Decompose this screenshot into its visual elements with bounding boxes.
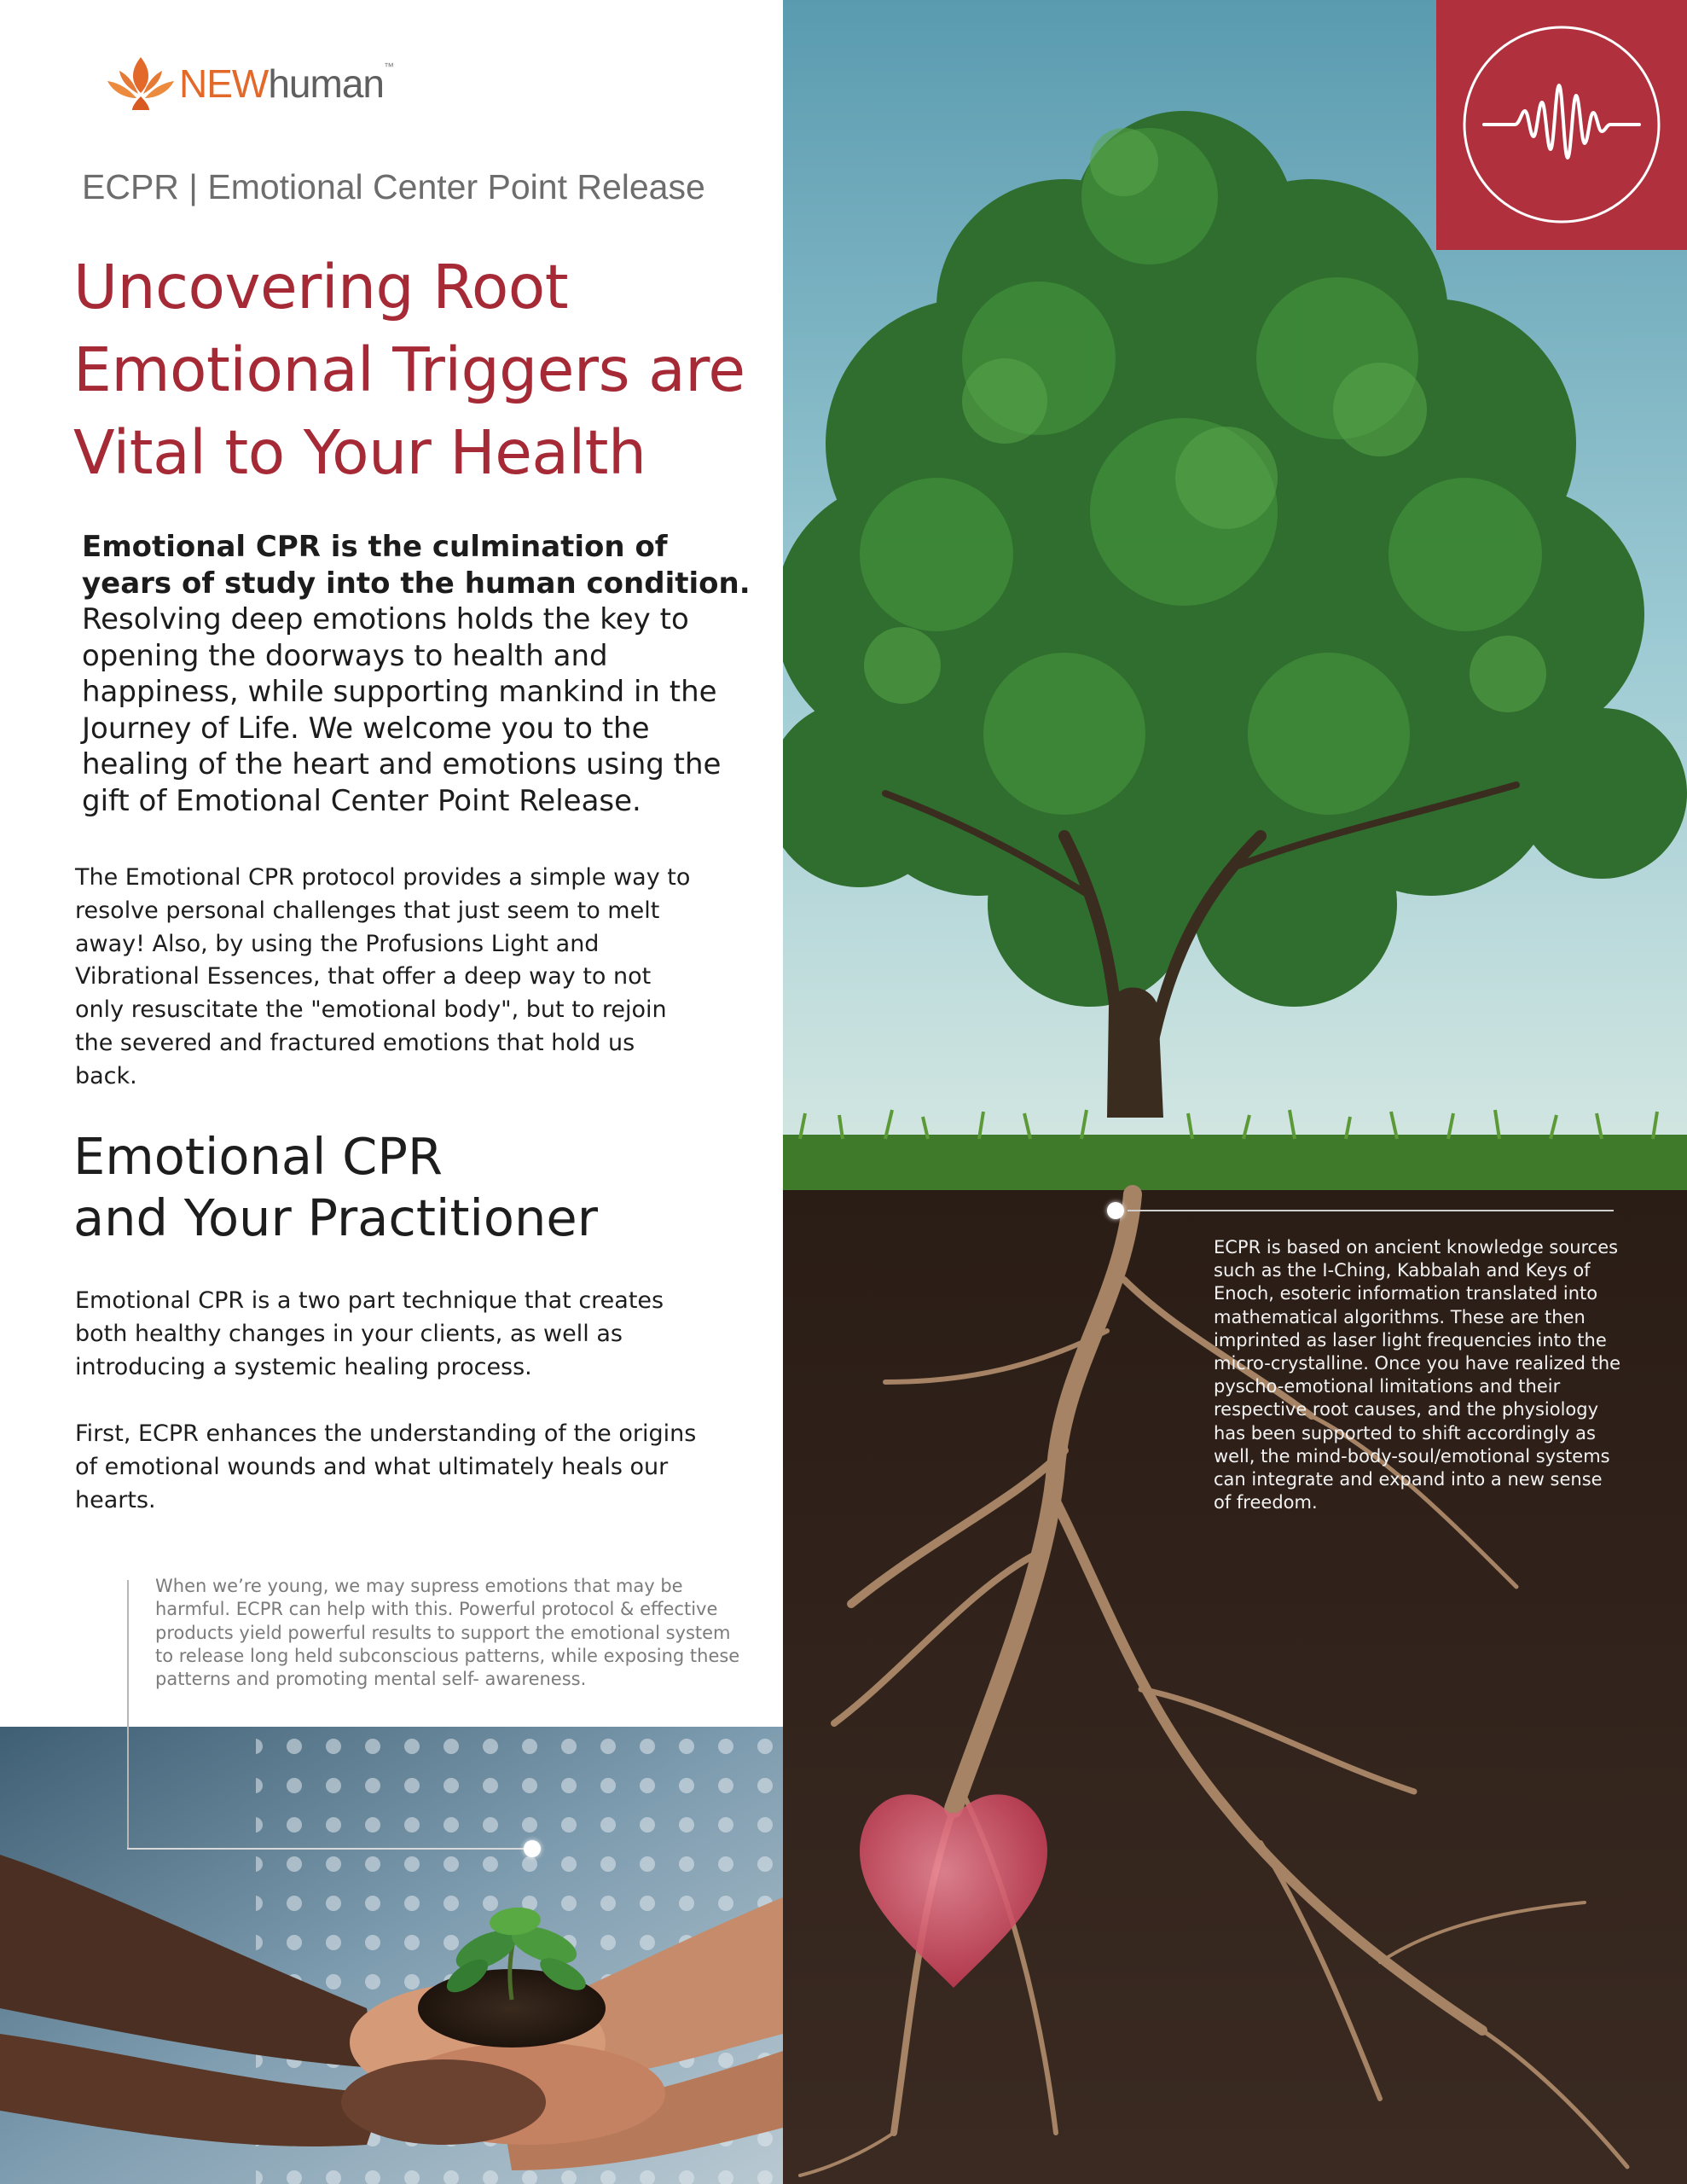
- callout-line-horizontal: [127, 1848, 531, 1850]
- subheading-line-1: Emotional CPR: [73, 1127, 443, 1186]
- subheading-line-2: and Your Practitioner: [73, 1188, 598, 1247]
- roots-callout-text: ECPR is based on ancient knowledge sources such as the I-Ching, Kabbalah and Keys of Enoch, esoteric information translated into mathematical algorithms. These are then imprinted as laser light frequencies into the micro-crystalline. Once you have realized the pyscho-emotional limitations and their respective root causes, and the physiology has been supported to shift accordingly as well, the mind-body-soul/emotional systems can integrate and expand into a new sense of freedom.: [1214, 1237, 1621, 1513]
- body-paragraph-1: The Emotional CPR protocol provides a simple way to resolve personal challenges that just seem to melt away! Also, by using the Profusions Light and Vibrational Essences, that offer a deep way to not only resuscitate the "emotional body", but to rejoin the severed and fractured emotions that hold us back.: [75, 864, 691, 1089]
- tree-illustration: [783, 0, 1687, 2184]
- sound-wave-icon: [1436, 0, 1687, 250]
- section-kicker: ECPR | Emotional Center Point Release: [82, 167, 705, 206]
- headline-line-3: Vital to Your Health: [73, 417, 646, 488]
- logo-wordmark: [179, 61, 393, 107]
- hands-seedling-illustration: [0, 1727, 783, 2184]
- callout-line-vertical: [127, 1580, 129, 1850]
- hands-seedling-photo: [0, 1727, 783, 2184]
- callout-quote: When we’re young, we may supress emotions that may be harmful. ECPR can help with this. Powerful protocol & effective products yield powerful results to support the emotional system to release long held subconscious patterns, while exposing these patterns and promoting mental self- awareness.: [155, 1576, 740, 1690]
- lead-bold: Emotional CPR is the culmination of years of study into the human condition.: [82, 530, 751, 601]
- headline-line-2: Emotional Triggers are: [73, 334, 745, 405]
- logo-human: human: [268, 61, 384, 106]
- newhuman-logo[interactable]: [104, 49, 393, 118]
- lotus-flame-logo-icon: [104, 54, 177, 113]
- body-paragraph-2: Emotional CPR is a two part technique that creates both healthy changes in your clients, as well as introducing a systemic healing process.: [75, 1287, 664, 1380]
- callout-dot: [524, 1840, 541, 1857]
- page-headline: [73, 246, 773, 494]
- left-column: [0, 0, 783, 1727]
- roots-callout-line: [1128, 1210, 1614, 1211]
- lead-rest: Resolving deep emotions holds the key to opening the doorways to health and happiness, while supporting mankind in the Journey of Life. We welcome you to the healing of the heart and emotions using the gift of Emotional Center Point Release.: [82, 602, 722, 818]
- lead-paragraph: [82, 529, 764, 819]
- tree-roots-panel: [783, 0, 1687, 2184]
- body-paragraph-3: First, ECPR enhances the understanding of the origins of emotional wounds and what ultimately heals our hearts.: [75, 1420, 697, 1513]
- logo-trademark: ™: [383, 61, 393, 73]
- section-subheading: [73, 1126, 756, 1249]
- roots-callout-dot: [1107, 1202, 1124, 1219]
- headline-line-1: Uncovering Root: [73, 252, 569, 322]
- sound-wave-badge: [1436, 0, 1687, 250]
- logo-new: NEW: [179, 61, 269, 106]
